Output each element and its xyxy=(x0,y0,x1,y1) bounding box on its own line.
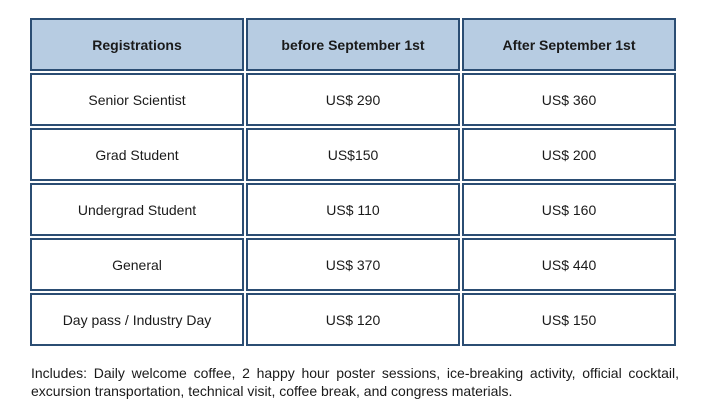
table-cell-early-price: US$ 290 xyxy=(246,73,460,126)
table-cell-early-price: US$ 120 xyxy=(246,293,460,346)
table-cell-early-price: US$ 370 xyxy=(246,238,460,291)
table-cell-category: Senior Scientist xyxy=(30,73,244,126)
table-cell-early-price: US$ 110 xyxy=(246,183,460,236)
table-cell-early-price: US$150 xyxy=(246,128,460,181)
table-cell-category: Grad Student xyxy=(30,128,244,181)
table-cell-category: General xyxy=(30,238,244,291)
table-cell-category: Day pass / Industry Day xyxy=(30,293,244,346)
table-cell-late-price: US$ 200 xyxy=(462,128,676,181)
column-header-before-september: before September 1st xyxy=(246,18,460,71)
table-cell-category: Undergrad Student xyxy=(30,183,244,236)
column-header-registrations: Registrations xyxy=(30,18,244,71)
includes-note: Includes: Daily welcome coffee, 2 happy hour poster sessions, ice-breaking activity, official cocktail, excursion transportation, technical visit, coffee break, and congress materials. xyxy=(31,365,679,399)
table-cell-late-price: US$ 440 xyxy=(462,238,676,291)
table-cell-late-price: US$ 160 xyxy=(462,183,676,236)
table-cell-late-price: US$ 360 xyxy=(462,73,676,126)
column-header-after-september: After September 1st xyxy=(462,18,676,71)
registration-fee-table xyxy=(30,18,676,346)
table-cell-late-price: US$ 150 xyxy=(462,293,676,346)
